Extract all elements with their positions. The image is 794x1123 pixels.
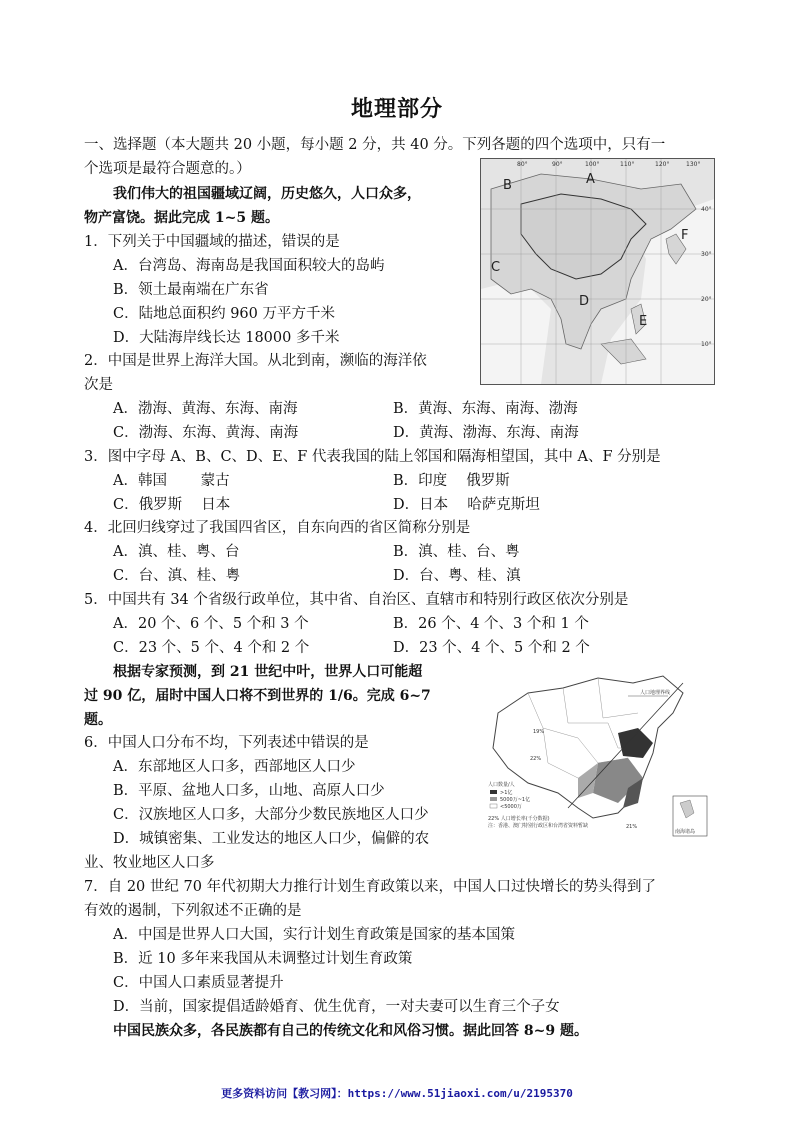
map-label-e: E — [639, 314, 648, 329]
map2-heading: 人口地理界线 — [640, 690, 671, 696]
lon-tick-100: 100° — [585, 161, 600, 168]
q6-option-a: A．东部地区人口多，西部地区人口少 — [113, 759, 356, 775]
legend-swatch-1 — [490, 790, 497, 794]
q4-option-b: B．滇、桂、台、粤 — [393, 544, 520, 560]
map-label-b: B — [503, 178, 512, 193]
q6-option-c: C．汉族地区人口多，大部分少数民族地区人口少 — [113, 807, 429, 823]
q5-option-a: A．20 个、6 个、5 个和 3 个 — [113, 616, 309, 632]
legend-item-3: <5000万 — [500, 804, 522, 810]
lon-tick-90: 90° — [552, 161, 563, 168]
legend-swatch-3 — [490, 804, 497, 808]
q7-option-b: B．近 10 多年来我国从未调整过计划生育政策 — [113, 951, 413, 967]
passage2-line2: 过 90 亿，届时中国人口将不到世界的 1/6。完成 6~7 — [84, 688, 431, 704]
legend-item-1: >1亿 — [500, 790, 513, 796]
q7-option-c: C．中国人口素质显著提升 — [113, 975, 284, 991]
legend-swatch-2 — [490, 797, 497, 801]
q3-option-b: B．印度 俄罗斯 — [393, 473, 510, 489]
q2-stem-line2: 次是 — [84, 377, 113, 393]
map-label-a: A — [586, 172, 595, 187]
footer-link[interactable]: 更多资料访问【教习网】：https://www.51jiaoxi.com/u/2195370 — [221, 1087, 573, 1100]
q2-option-d: D．黄海、渤海、东海、南海 — [393, 425, 579, 441]
passage1-line2: 物产富饶。据此完成 1~5 题。 — [84, 210, 279, 226]
q1-option-d: D．大陆海岸线长达 18000 多千米 — [113, 330, 340, 346]
passage2-line1: 根据专家预测，到 21 世纪中叶，世界人口可能超 — [113, 664, 423, 680]
q7-stem-line1: 7．自 20 世纪 70 年代初期大力推行计划生育政策以来，中国人口过快增长的势头得到了 — [84, 879, 657, 895]
legend-title: 人口数量/人 — [488, 782, 515, 788]
section-heading-line2: 个选项是最符合题意的。） — [84, 161, 251, 177]
q3-option-a: A．韩国 蒙古 — [113, 473, 230, 489]
q2-option-a: A．渤海、黄海、东海、南海 — [113, 401, 298, 417]
q3-stem: 3．图中字母 A、B、C、D、E、F 代表我国的陆上邻国和隔海相望国，其中 A、F 分别是 — [84, 449, 661, 465]
passage2-line3: 题。 — [84, 712, 112, 728]
q3-option-d: D．日本 哈萨克斯坦 — [393, 497, 540, 513]
q2-stem-line1: 2．中国是世界上海洋大国。从北到南，濒临的海洋依 — [84, 353, 427, 369]
asia-map-figure — [480, 158, 715, 385]
q6-option-d-line1: D．城镇密集、工业发达的地区人口少，偏僻的农 — [113, 831, 430, 847]
q1-stem: 1．下列关于中国疆域的描述，错误的是 — [84, 234, 340, 250]
lat-tick-10: 10° — [701, 341, 712, 348]
q4-stem: 4．北回归线穿过了我国四省区，自东向西的省区简称分别是 — [84, 520, 471, 536]
q7-option-a: A．中国是世界人口大国，实行计划生育政策是国家的基本国策 — [113, 927, 515, 943]
q7-stem-line2: 有效的遏制，下列叙述不正确的是 — [84, 903, 302, 919]
q4-option-a: A．滇、桂、粤、台 — [113, 544, 240, 560]
q7-option-d: D．当前，国家提倡适龄婚育、优生优育，一对夫妻可以生育三个子女 — [113, 999, 560, 1015]
map-label-f: F — [681, 228, 689, 243]
passage3: 中国民族众多，各民族都有自己的传统文化和风俗习惯。据此回答 8~9 题。 — [113, 1023, 588, 1039]
map2-note1: 22% 人口增长率(千分数据) — [488, 816, 550, 822]
map-label-d: D — [579, 294, 590, 309]
map2-note2: 注：香港、澳门特别行政区和台湾省资料暂缺 — [488, 823, 589, 829]
map2-pct3: 21% — [626, 824, 638, 830]
asia-map-svg — [481, 159, 714, 384]
map-label-c: C — [491, 260, 501, 275]
passage1-line1: 我们伟大的祖国疆域辽阔，历史悠久，人口众多， — [113, 186, 421, 202]
q5-option-b: B．26 个、4 个、3 个和 1 个 — [393, 616, 589, 632]
q1-option-b: B．领土最南端在广东省 — [113, 282, 269, 298]
map2-pct2: 22% — [530, 756, 542, 762]
lat-tick-20: 20° — [701, 296, 712, 303]
q1-option-c: C．陆地总面积约 960 万平方千米 — [113, 306, 335, 322]
q6-option-b: B．平原、盆地人口多，山地、高原人口少 — [113, 783, 385, 799]
q2-option-b: B．黄海、东海、南海、渤海 — [393, 401, 578, 417]
q2-option-c: C．渤海、东海、黄海、南海 — [113, 425, 299, 441]
map2-pct1: 19% — [533, 729, 545, 735]
q5-stem: 5．中国共有 34 个省级行政单位，其中省、自治区、直辖市和特别行政区依次分别是 — [84, 592, 629, 608]
lon-tick-130: 130° — [686, 161, 701, 168]
inset-label: 南海诸岛 — [675, 829, 696, 835]
lon-tick-120: 120° — [655, 161, 670, 168]
q6-stem: 6．中国人口分布不均，下列表述中错误的是 — [84, 735, 369, 751]
q5-option-d: D．23 个、4 个、5 个和 2 个 — [393, 640, 590, 656]
lat-tick-40: 40° — [701, 206, 712, 213]
page-title: 地理部分 — [350, 97, 443, 122]
q4-option-d: D．台、粤、桂、滇 — [393, 568, 521, 584]
section-heading-line1: 一、选择题（本大题共 20 小题，每小题 2 分，共 40 分。下列各题的四个选项中，只有一 — [84, 137, 666, 153]
q1-option-a: A．台湾岛、海南岛是我国面积较大的岛屿 — [113, 258, 385, 274]
lon-tick-110: 110° — [620, 161, 635, 168]
legend-item-2: 5000万~1亿 — [500, 797, 531, 803]
q6-option-d-line2: 业、牧业地区人口多 — [84, 855, 215, 871]
q3-option-c: C．俄罗斯 日本 — [113, 497, 231, 513]
lat-tick-30: 30° — [701, 251, 712, 258]
q4-option-c: C．台、滇、桂、粤 — [113, 568, 241, 584]
population-map-svg — [468, 668, 715, 843]
lon-tick-80: 80° — [517, 161, 528, 168]
q5-option-c: C．23 个、5 个、4 个和 2 个 — [113, 640, 310, 656]
china-population-map — [468, 668, 715, 843]
